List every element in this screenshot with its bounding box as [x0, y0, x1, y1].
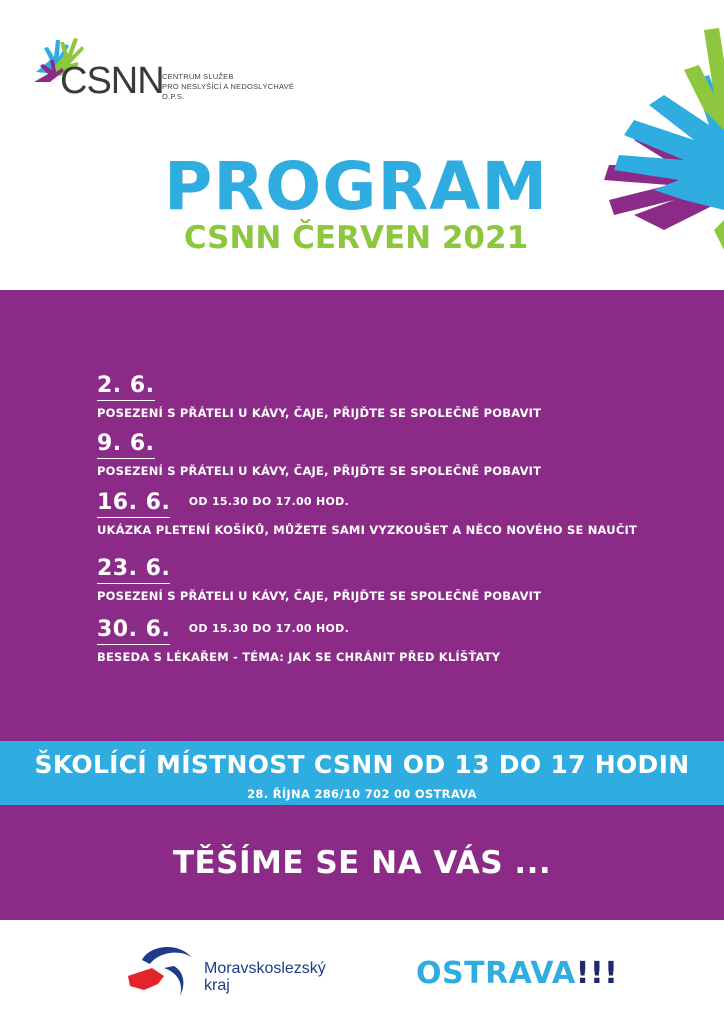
ostrava-word: OSTRAVA	[416, 956, 576, 991]
logo-abbr: CSNN	[60, 60, 164, 102]
page-subtitle-text: CSNN ČERVEN 2021	[183, 220, 529, 256]
header	[0, 0, 724, 290]
event-description: POSEZENÍ S PŘÁTELI U KÁVY, ČAJE, PŘIJĎTE SE SPOLEČNĚ POBAVIT	[97, 589, 542, 603]
msk-text	[204, 960, 326, 994]
event-item	[97, 431, 541, 478]
footer	[0, 920, 724, 1024]
event-time: OD 15.30 DO 17.00 HOD.	[188, 495, 350, 508]
event-item	[97, 490, 637, 537]
venue-band	[0, 741, 724, 805]
page-title	[0, 148, 724, 225]
event-item	[97, 373, 541, 420]
event-description: BESEDA S LÉKAŘEM - TÉMA: JAK SE CHRÁNIT PŘED KLÍŠŤATY	[97, 650, 501, 664]
page-title-text: PROGRAM	[163, 148, 549, 225]
ostrava-logo	[416, 956, 618, 991]
csnn-logo	[30, 30, 300, 110]
logo-subtitle-line3: O.P.S.	[162, 92, 185, 101]
msk-line2: kraj	[204, 977, 230, 994]
ostrava-exclamation: !!!	[575, 956, 619, 991]
venue-address: 28. ŘÍJNA 286/10 702 00 OSTRAVA	[247, 787, 477, 801]
msk-logo	[124, 938, 364, 1000]
event-time: OD 15.30 DO 17.00 HOD.	[188, 622, 350, 635]
logo-subtitle	[162, 72, 294, 102]
event-description: UKÁZKA PLETENÍ KOŠÍKŮ, MŮŽETE SAMI VYZKOUŠET A NĚCO NOVÉHO SE NAUČIT	[97, 523, 637, 537]
event-item	[97, 556, 541, 603]
event-description: POSEZENÍ S PŘÁTELI U KÁVY, ČAJE, PŘIJĎTE SE SPOLEČNĚ POBAVIT	[97, 464, 542, 478]
event-date: 9. 6.	[97, 431, 155, 459]
event-date: 23. 6.	[97, 556, 170, 584]
event-item	[97, 617, 500, 664]
event-date: 30. 6.	[97, 617, 170, 645]
page-subtitle	[0, 220, 724, 256]
event-description: POSEZENÍ S PŘÁTELI U KÁVY, ČAJE, PŘIJĎTE SE SPOLEČNĚ POBAVIT	[97, 406, 542, 420]
logo-subtitle-line2: PRO NESLYŠÍCÍ A NEDOSLÝCHAVÉ	[162, 82, 295, 91]
closing-text: TĚŠÍME SE NA VÁS ...	[172, 845, 552, 881]
event-date: 2. 6.	[97, 373, 155, 401]
event-date: 16. 6.	[97, 490, 170, 518]
msk-emblem-icon	[124, 938, 198, 1000]
logo-subtitle-line1: CENTRUM SLUŽEB	[162, 72, 234, 81]
msk-line1: Moravskoslezský	[204, 960, 326, 977]
venue-title: ŠKOLÍCÍ MÍSTNOST CSNN OD 13 DO 17 HODIN	[34, 750, 690, 779]
